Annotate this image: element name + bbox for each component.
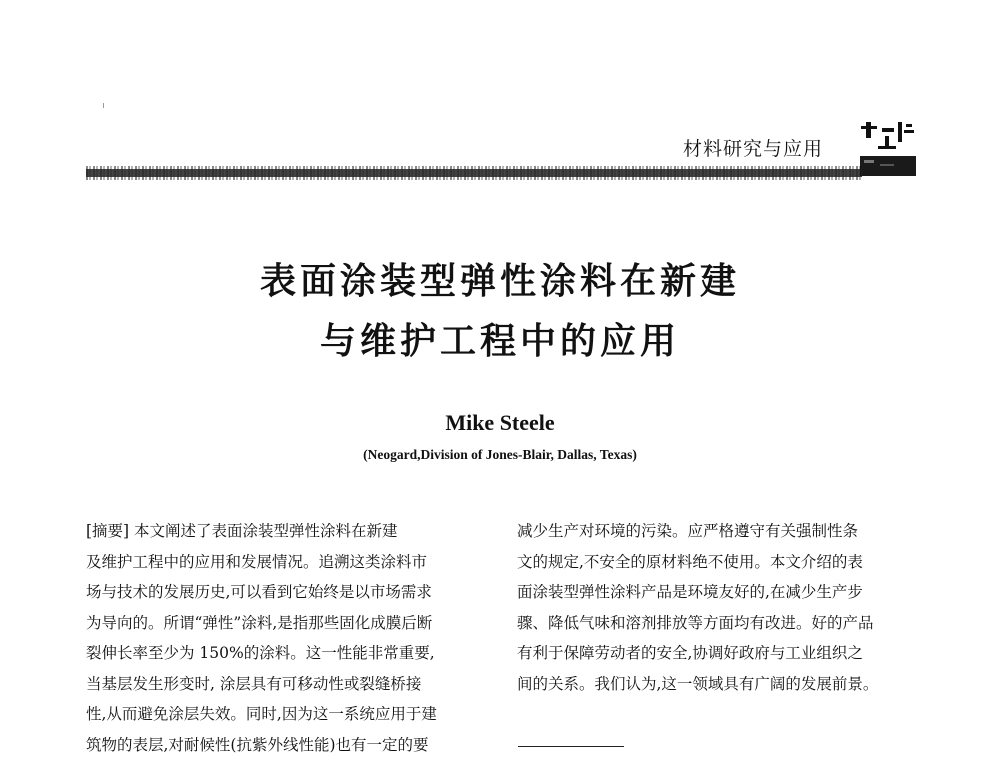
text-line: 骤、降低气味和溶剂排放等方面均有改进。好的产品 <box>517 613 874 632</box>
text-line: 性,从而避免涂层失效。同时,因为这一系统应用于建 <box>86 705 437 723</box>
article-title-line-1: 表面涂装型弹性涂料在新建 <box>259 261 740 302</box>
text-line: 有利于保障劳动者的安全,协调好政府与工业组织之 <box>517 644 863 662</box>
text-line: 间的关系。我们认为,这一领域具有广阔的发展前景。 <box>517 674 879 693</box>
text-line: 及维护工程中的应用和发展情况。追溯这类涂料市 <box>86 552 428 571</box>
text-line: 为导向的。所谓“弹性”涂料,是指那些固化成膜后断 <box>86 613 433 632</box>
text-line: 当基层发生形变时, 涂层具有可移动性或裂缝桥接 <box>86 674 422 693</box>
author-affiliation: (Neogard,Division of Jones-Blair, Dallas, Texas) <box>363 447 637 462</box>
text-line: [摘要] 本文阐述了表面涂装型弹性涂料在新建 <box>86 522 398 540</box>
section-title: 材料研究与应用 <box>683 138 824 160</box>
article-title-line-2: 与维护工程中的应用 <box>319 321 680 362</box>
author-name: Mike Steele <box>445 410 555 435</box>
footnote-rule <box>518 746 624 747</box>
text-line: 场与技术的发展历史,可以看到它始终是以市场需求 <box>86 583 432 601</box>
journal-logo-icon <box>858 120 918 178</box>
abstract-left-column <box>86 516 486 760</box>
text-line: 裂伸长率至少为 150%的涂料。这一性能非常重要, <box>86 644 435 662</box>
header-rule <box>86 166 862 180</box>
text-line: 面涂装型弹性涂料产品是环境友好的,在减少生产步 <box>517 583 863 601</box>
text-line: 减少生产对环境的污染。应严格遵守有关强制性条 <box>517 522 859 540</box>
text-line: 文的规定,不安全的原材料绝不使用。本文介绍的表 <box>517 552 863 571</box>
abstract-right-column <box>517 516 927 699</box>
text-line: 筑物的表层,对耐候性(抗紫外线性能)也有一定的要 <box>86 735 429 754</box>
margin-tick <box>103 103 104 108</box>
